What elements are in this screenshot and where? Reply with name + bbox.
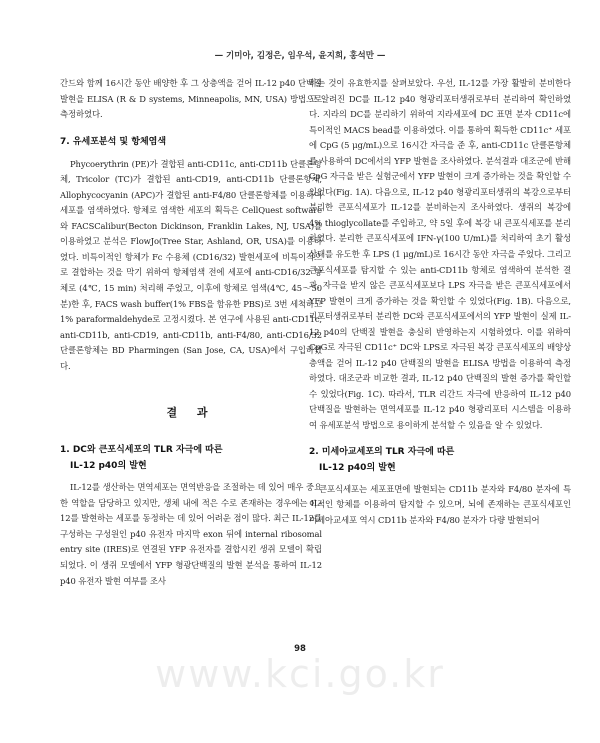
section2-body: 큰포식세포는 세포표면에 발현되는 CD11b 분자와 F4/80 분자에 특이적인 항체를 이용하여 탐지할 수 있으며, 뇌에 존재하는 큰포식세포인 미세아교세포 역시 CD11b 분자와 F4/80 분자가 다량 발현되어 (309, 483, 571, 525)
section7-body: Phycoerythrin (PE)가 결합된 anti-CD11c, anti-CD11b 단클론항체, Tricolor (TC)가 결합된 anti-CD19, anti-CD11b 단클론항체, Allophycocyanin (APC)가 결합된 anti-F4/80 단클론항체를 이용하여 세포를 염색하였다. 항체로 염색한 세포의 획득은 CellQuest software와 FACSCalibur(Becton Dickinson, Franklin Lakes, NJ, USA)를 이용하였고 분석은 FlowJo(Tree Star, Ashland, OR, USA)를 이용하였다. 비특이적인 항체가 Fc 수용체 (CD16/32) 발현세포에 비특이적으로 결합하는 것을 막기 위하여 항체염색 전에 세포에 anti-CD16/32 항체로 (4℃, 15 min) 처리해 주었고, 이후에 항체로 염색(4℃, 45～50분)한 후, FACS wash buffer(1% FBS을 함유한 PBS)로 3번 세척하고 1% paraformaldehyde로 고정시켰다. 본 연구에 사용된 anti-CD11c, anti-CD11b, anti-CD19, anti-CD11b, anti-F4/80, anti-CD16/32 단클론항체는 BD Pharmingen (San Jose, CA, USA)에서 구입하였다. (60, 158, 322, 371)
right-column (309, 76, 571, 528)
section2-heading-line1: 2. 미세아교세포의 TLR 자극에 따른 (309, 446, 455, 457)
results-heading: 결 과 (166, 406, 216, 420)
watermark: www.kci.go.kr (155, 652, 445, 696)
section1-heading-line2: IL-12 p40의 발현 (70, 461, 147, 472)
running-header: — 기미아, 김정은, 임우석, 윤지희, 홍석만 — (214, 51, 386, 61)
section1-body: IL-12를 생산하는 면역세포는 면역반응을 조절하는 데 있어 매우 중요한 역할을 담당하고 있지만, 생체 내에 적은 수로 존재하는 경우에는 IL-12를 발현하는 세포를 동정하는 데 있어 어려운 점이 많다. 최근 IL-12를 구성하는 구성원인 p40 유전자 마지막 exon 뒤에 internal ribosomal entry site (IRES)로 연결된 YFP 유전자를 결합시킨 생쥐 모델이 확립되었다. 이 생쥐 모델에서 YFP 형광단백질의 발현 분석을 통하여 IL-12 p40 유전자 발현 여부를 조사 (60, 482, 322, 586)
section2-heading-line2: IL-12 p40의 발현 (319, 462, 396, 473)
section7-heading: 7. 유세포분석 및 항체염색 (60, 136, 167, 147)
section1-body-continued: 하는 것이 유효한지를 살펴보았다. 우선, IL-12를 가장 활발히 분비한다고 알려진 DC를 IL-12 p40 형광리포터생쥐로부터 분리하여 확인하였다. 지라의 DC를 분리하기 위하여 지라세포에 DC 표면 분자 CD11c에 특이적인 MACS bead를 이용하였다. 이를 통하여 획득한 CD11c⁺ 세포에 CpG (5 μg/mL)으로 16시간 자극을 준 후, anti-CD11c 단클론항체를 사용하여 DC에서의 YFP 발현을 조사하였다. 분석결과 대조군에 반해 CpG 자극을 받은 실험군에서 YFP 발현이 크게 증가하는 것을 확인할 수 있었다(Fig. 1A). 다음으로, IL-12 p40 형광리포터생쥐의 복강으로부터 분리한 큰포식세포가 IL-12를 분비하는지 조사하였다. 생쥐의 복강에 4% thioglycollate를 주입하고, 약 5일 후에 복강 내 큰포식세포를 분리하였다. 분리한 큰포식세포에 IFN-γ(100 U/mL)를 처리하여 초기 활성 상태를 유도한 후 LPS (1 μg/mL)로 16시간 동안 자극을 주었다. 그리고 큰포식세포를 탐지할 수 있는 anti-CD11b 항체로 염색하여 분석한 결과, 자극을 받지 않은 큰포식세포보다 LPS 자극을 받은 큰포식세포에서 YFP 발현이 크게 증가하는 것을 확인할 수 있었다(Fig. 1B). 다음으로, 리포터생쥐로부터 분리한 DC와 큰포식세포에서의 YFP 발현이 실제 IL-12 p40의 단백질 발현을 충실히 반영하는지 시험하였다. 이를 위하여 CpG로 자극된 CD11c⁺ DC와 LPS로 자극된 복강 큰포식세포의 배양상층액을 걷어 IL-12 p40 단백질의 발현을 ELISA 방법을 이용하여 측정하였다. 대조군과 비교한 결과, IL-12 p40 단백질의 발현 증가를 확인할 수 있었다(Fig. 1C). 따라서, TLR 리간드 자극에 반응하여 IL-12 p40 단백질을 발현하는 면역세포를 IL-12 p40 형광리포터 시스템을 이용하여 유세포분석 방법으로 용이하게 분석할 수 있음을 알 수 있었다. (309, 78, 571, 431)
section1-heading-line1: 1. DC와 큰포식세포의 TLR 자극에 따른 (60, 445, 223, 456)
left-column (60, 76, 322, 589)
page-number: 98 (294, 644, 306, 654)
intro-paragraph: 간드와 함께 16시간 동안 배양한 후 그 상층액을 걷어 IL-12 p40 단백질 발현을 ELISA (R & D systems, Minneapolis, MN, USA) 방법으로 측정하였다. (60, 78, 322, 120)
